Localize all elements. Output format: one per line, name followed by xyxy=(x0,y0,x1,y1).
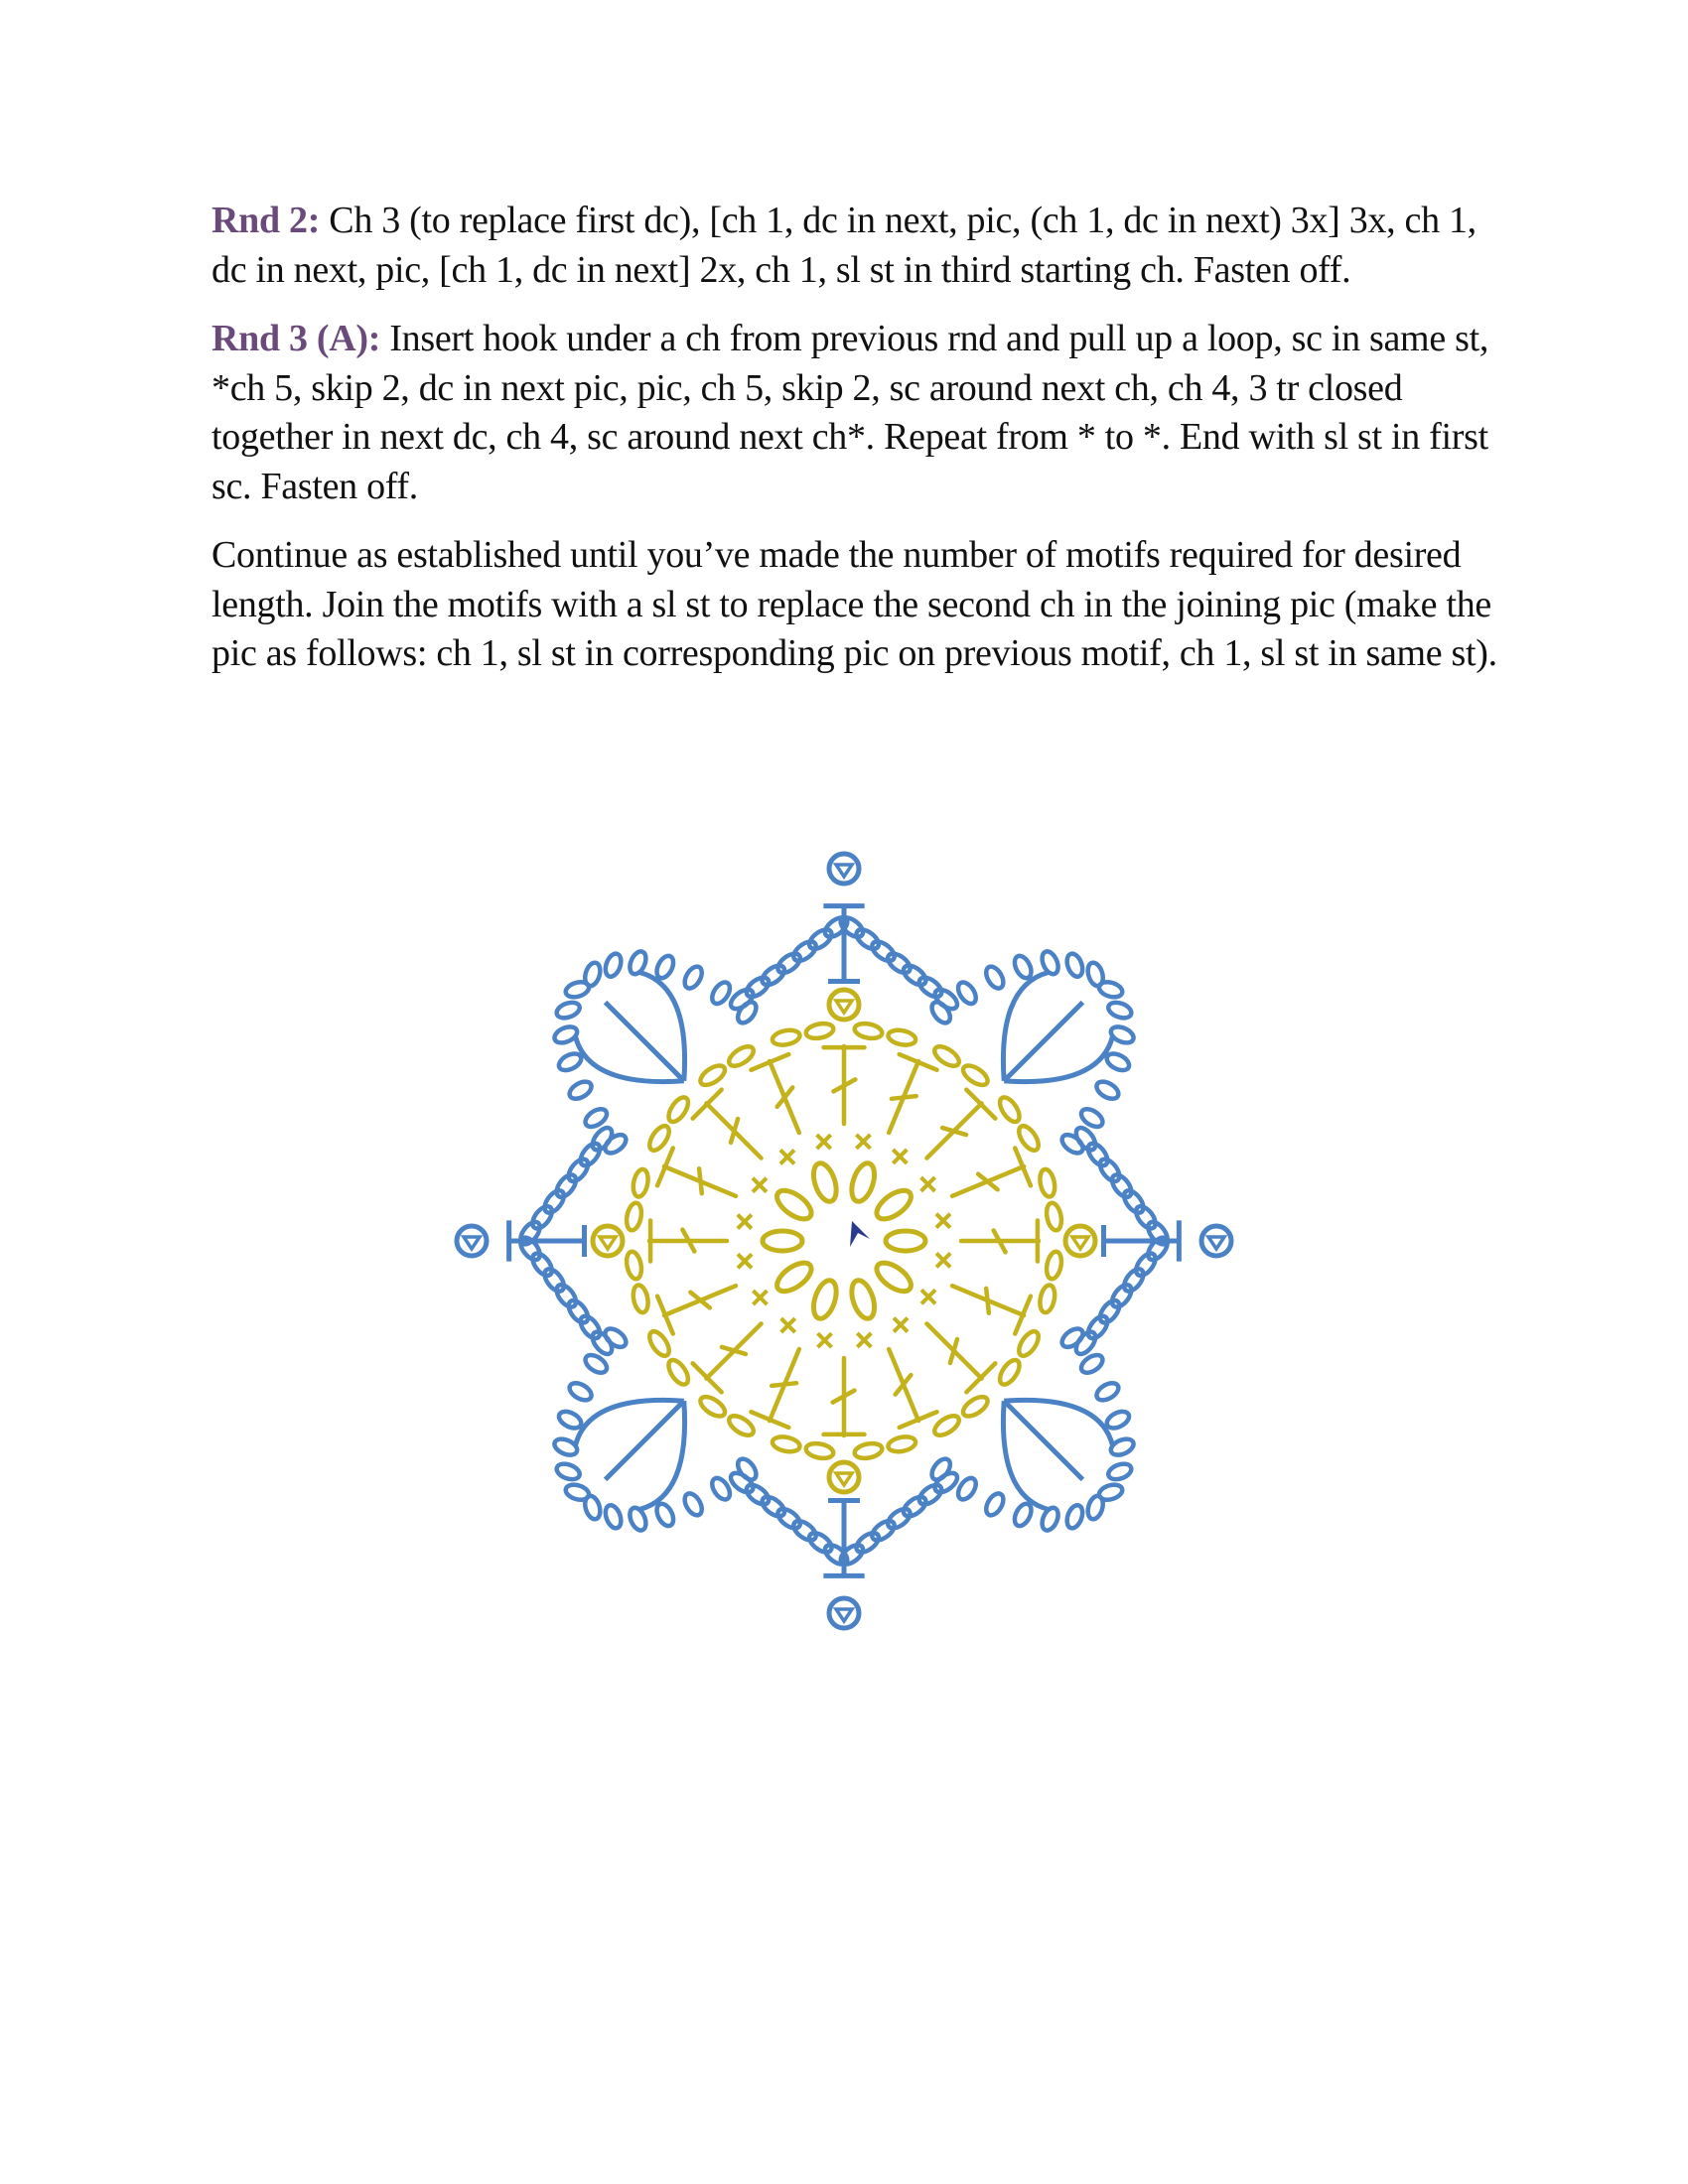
chain-stitch-icon xyxy=(887,1434,916,1453)
chain-stitch-icon xyxy=(1038,1284,1056,1313)
single-crochet-icon xyxy=(921,1290,935,1303)
chain-stitch-icon xyxy=(697,1062,728,1089)
chain-stitch-icon xyxy=(1085,1494,1105,1521)
single-crochet-icon xyxy=(753,1291,767,1304)
chain-stitch-icon xyxy=(1106,1461,1133,1482)
chain-stitch-icon xyxy=(853,926,882,953)
chain-stitch-icon xyxy=(577,1140,604,1168)
chain-stitch-icon xyxy=(632,1168,650,1198)
chain-stitch-icon xyxy=(996,1094,1023,1125)
picot-icon xyxy=(1065,1226,1095,1256)
double-crochet-icon xyxy=(824,1358,865,1435)
chain-stitch-icon xyxy=(848,1278,879,1321)
start-arrow-icon xyxy=(850,1221,870,1247)
chain-stitch-icon xyxy=(565,1297,592,1326)
double-crochet-icon xyxy=(824,1046,865,1124)
double-crochet-icon xyxy=(952,1148,1031,1195)
single-crochet-icon xyxy=(857,1333,871,1347)
single-crochet-icon xyxy=(753,1178,767,1192)
chain-stitch-icon xyxy=(773,1258,816,1297)
chain-stitch-icon xyxy=(759,962,787,989)
tr-post xyxy=(639,1401,685,1509)
double-crochet-icon xyxy=(926,1090,995,1159)
chain-stitch-icon xyxy=(887,1028,916,1047)
chain-stitch-icon xyxy=(1012,953,1035,981)
picot-icon xyxy=(829,990,859,1020)
chain-stitch-icon xyxy=(853,1022,883,1040)
chain-stitch-icon xyxy=(645,1123,672,1154)
chain-stitch-icon xyxy=(555,1461,582,1482)
continue-paragraph: Continue as established until you’ve made the number of motifs required for desired length. Join the motifs with a sl st to replace the second ch in the joining pic (make the pic as follows: ch 1, sl st in corresponding pic on previous motif, ch 1, sl st in same st). xyxy=(211,534,1497,674)
chain-stitch-icon xyxy=(625,1201,643,1231)
chain-stitch-icon xyxy=(1012,1501,1035,1529)
crochet-chart xyxy=(427,824,1261,1658)
chain-stitch-icon xyxy=(632,1284,650,1313)
chain-stitch-icon xyxy=(1108,1171,1135,1200)
picot-triangle xyxy=(1208,1237,1224,1249)
chain-stitch-icon xyxy=(1106,1000,1133,1021)
chain-stitch-icon xyxy=(806,1529,835,1556)
chain-stitch-icon xyxy=(804,1441,834,1460)
chain-stitch-icon xyxy=(1038,1168,1056,1198)
picot-triangle xyxy=(464,1237,480,1249)
chain-stitch-icon xyxy=(726,1412,757,1438)
chain-stitch-icon xyxy=(804,1022,834,1040)
rnd3-text: Insert hook under a ch from previous rnd and pull up a loop, sc in same st, *ch 5, skip 2, dc in next pic, pic, ch 5, skip 2, sc around next ch, ch 4, 3 tr closed together in next dc, ch 4, sc around next ch*. Repeat from * to *. End with sl st in first sc. Fasten off. xyxy=(211,318,1489,507)
chain-stitch-icon xyxy=(853,1441,883,1460)
chain-stitch-icon xyxy=(556,1050,584,1073)
single-crochet-icon xyxy=(817,1135,831,1149)
tr-post xyxy=(606,1003,684,1081)
double-crochet-icon xyxy=(961,1221,1039,1262)
tr-post xyxy=(1004,1401,1082,1479)
chain-stitch-icon xyxy=(681,1491,705,1519)
dc-slash xyxy=(986,1289,989,1313)
dc-slash xyxy=(772,1383,796,1386)
chain-stitch-icon xyxy=(645,1328,672,1359)
crochet-chart-svg xyxy=(427,824,1261,1658)
chain-stitch-icon xyxy=(567,1380,595,1404)
double-crochet-icon xyxy=(926,1323,995,1392)
chain-stitch-icon xyxy=(1096,1297,1123,1326)
single-crochet-icon xyxy=(818,1333,832,1347)
double-crochet-icon xyxy=(649,1221,727,1262)
chain-stitch-icon xyxy=(564,1482,591,1502)
tr-post xyxy=(1003,973,1049,1081)
chain-stitch-icon xyxy=(931,1042,962,1069)
chain-stitch-icon xyxy=(529,1203,556,1232)
chain-stitch-icon xyxy=(1120,1266,1147,1295)
single-crochet-icon xyxy=(921,1177,935,1191)
chain-stitch-icon xyxy=(567,1078,595,1102)
chain-stitch-icon xyxy=(603,952,624,979)
rnd3-label: Rnd 3 (A): xyxy=(211,318,381,359)
chain-stitch-icon xyxy=(603,1503,624,1530)
outer-round-layer xyxy=(457,854,1231,1628)
chain-stitch-icon xyxy=(774,1505,803,1532)
single-crochet-icon xyxy=(936,1214,950,1228)
chain-stitch-icon xyxy=(915,974,944,1001)
chain-stitch-icon xyxy=(886,1231,925,1251)
chain-stitch-icon xyxy=(790,938,819,965)
chain-stitch-icon xyxy=(541,1187,568,1216)
double-crochet-icon xyxy=(751,1054,798,1133)
picot-icon xyxy=(457,1226,487,1256)
double-crochet-icon xyxy=(889,1054,936,1133)
rnd3-paragraph xyxy=(211,315,1502,511)
chain-stitch-icon xyxy=(681,964,705,992)
chain-stitch-icon xyxy=(996,1357,1023,1388)
chain-stitch-icon xyxy=(577,1312,604,1341)
chain-stitch-icon xyxy=(1132,1250,1159,1279)
instructions-text xyxy=(211,197,1502,699)
single-crochet-icon xyxy=(781,1318,795,1332)
chain-stitch-icon xyxy=(653,953,676,981)
chain-stitch-icon xyxy=(1015,1123,1042,1154)
single-crochet-icon xyxy=(780,1150,794,1163)
chain-stitch-icon xyxy=(763,1231,802,1251)
chain-stitch-icon xyxy=(960,1393,991,1420)
tr-post xyxy=(1004,1036,1112,1082)
rnd2-text: Ch 3 (to replace first dc), [ch 1, dc in next, pic, (ch 1, dc in next) 3x] 3x, ch 1, dc in next, pic, [ch 1, dc in next] 2x, ch 1, sl st in third starting ch. Fasten off. xyxy=(211,200,1477,291)
chain-stitch-icon xyxy=(583,961,603,988)
chain-stitch-icon xyxy=(759,1493,787,1520)
picot-triangle xyxy=(836,1473,852,1485)
chain-stitch-icon xyxy=(872,1258,915,1297)
chain-stitch-icon xyxy=(1094,1078,1122,1102)
picot-icon xyxy=(829,854,859,884)
rnd2-paragraph xyxy=(211,197,1502,295)
chain-stitch-icon xyxy=(1084,1140,1111,1168)
chain-stitch-icon xyxy=(772,1028,801,1047)
chain-stitch-icon xyxy=(853,1529,882,1556)
double-crochet-icon xyxy=(657,1286,736,1333)
double-crochet-icon xyxy=(693,1323,762,1392)
chain-stitch-icon xyxy=(1064,1503,1085,1530)
double-crochet-icon xyxy=(889,1349,936,1428)
chain-stitch-icon xyxy=(553,1282,580,1310)
single-crochet-icon xyxy=(738,1254,752,1268)
chain-stitch-icon xyxy=(790,1517,819,1544)
chain-stitch-icon xyxy=(743,974,772,1001)
chain-stitch-icon xyxy=(565,1156,592,1184)
dc-slash xyxy=(699,1168,702,1193)
chain-stitch-icon xyxy=(772,1434,801,1453)
chain-stitch-icon xyxy=(885,1505,914,1532)
chain-stitch-icon xyxy=(773,1185,816,1225)
chain-stitch-icon xyxy=(869,938,898,965)
chain-stitch-icon xyxy=(848,1160,879,1204)
chain-stitch-icon xyxy=(872,1185,915,1225)
rnd2-label: Rnd 2: xyxy=(211,200,321,241)
chain-stitch-icon xyxy=(1097,980,1124,1000)
double-crochet-icon xyxy=(657,1148,736,1195)
chain-stitch-icon xyxy=(1015,1328,1042,1359)
chain-stitch-icon xyxy=(915,1481,944,1508)
tr-post xyxy=(576,1400,684,1445)
picot-triangle xyxy=(836,865,852,877)
picot-icon xyxy=(829,1462,859,1492)
picot-triangle xyxy=(1072,1237,1088,1249)
picot-triangle xyxy=(836,1001,852,1013)
chain-stitch-icon xyxy=(726,1042,757,1069)
chain-stitch-icon xyxy=(1094,1380,1122,1404)
chain-stitch-icon xyxy=(960,1062,991,1089)
chain-stitch-icon xyxy=(625,1250,643,1280)
chain-stitch-icon xyxy=(1045,1250,1063,1280)
chain-stitch-icon xyxy=(931,1412,962,1438)
double-crochet-icon xyxy=(952,1286,1031,1333)
chain-stitch-icon xyxy=(809,1278,840,1321)
chain-stitch-icon xyxy=(553,1171,580,1200)
chain-stitch-icon xyxy=(653,1501,676,1529)
chain-stitch-icon xyxy=(774,950,803,977)
tr-post xyxy=(1004,1003,1082,1081)
chain-stitch-icon xyxy=(1045,1201,1063,1231)
chain-stitch-icon xyxy=(556,1409,584,1432)
single-crochet-icon xyxy=(893,1150,907,1163)
single-crochet-icon xyxy=(738,1215,752,1229)
chain-stitch-icon xyxy=(665,1357,692,1388)
chain-stitch-icon xyxy=(885,950,914,977)
chain-stitch-icon xyxy=(1120,1187,1147,1216)
chain-stitch-icon xyxy=(743,1481,772,1508)
chain-stitch-icon xyxy=(901,962,929,989)
chain-stitch-icon xyxy=(1064,952,1085,979)
chain-stitch-icon xyxy=(806,926,835,953)
dc-slash xyxy=(892,1096,916,1099)
chain-stitch-icon xyxy=(983,1491,1007,1519)
double-crochet-icon xyxy=(693,1090,762,1159)
picot-icon xyxy=(1201,1226,1231,1256)
double-crochet-icon xyxy=(751,1349,798,1428)
picot-icon xyxy=(593,1226,623,1256)
tr-post xyxy=(1003,1401,1049,1509)
chain-stitch-icon xyxy=(1132,1203,1159,1232)
chain-stitch-icon xyxy=(1104,1050,1132,1073)
tr-post xyxy=(576,1036,684,1082)
single-crochet-icon xyxy=(856,1135,870,1149)
single-crochet-icon xyxy=(936,1253,950,1267)
tr-post xyxy=(639,973,685,1081)
chain-stitch-icon xyxy=(1096,1156,1123,1184)
picot-triangle xyxy=(600,1237,616,1249)
picot-icon xyxy=(829,1598,859,1628)
chain-stitch-icon xyxy=(697,1393,728,1420)
single-crochet-icon xyxy=(894,1318,908,1332)
chain-stitch-icon xyxy=(665,1094,692,1125)
picot-triangle xyxy=(836,1609,852,1621)
chain-stitch-icon xyxy=(809,1160,840,1204)
tr-post xyxy=(606,1401,684,1479)
chain-stitch-icon xyxy=(901,1493,929,1520)
chain-stitch-icon xyxy=(869,1517,898,1544)
chain-stitch-icon xyxy=(1108,1282,1135,1310)
chain-stitch-icon xyxy=(555,1000,582,1021)
chain-stitch-icon xyxy=(1084,1312,1111,1341)
chain-stitch-icon xyxy=(983,964,1007,992)
tr-post xyxy=(1004,1400,1112,1445)
chain-stitch-icon xyxy=(1104,1409,1132,1432)
chain-stitch-icon xyxy=(529,1250,556,1279)
chain-stitch-icon xyxy=(541,1266,568,1295)
